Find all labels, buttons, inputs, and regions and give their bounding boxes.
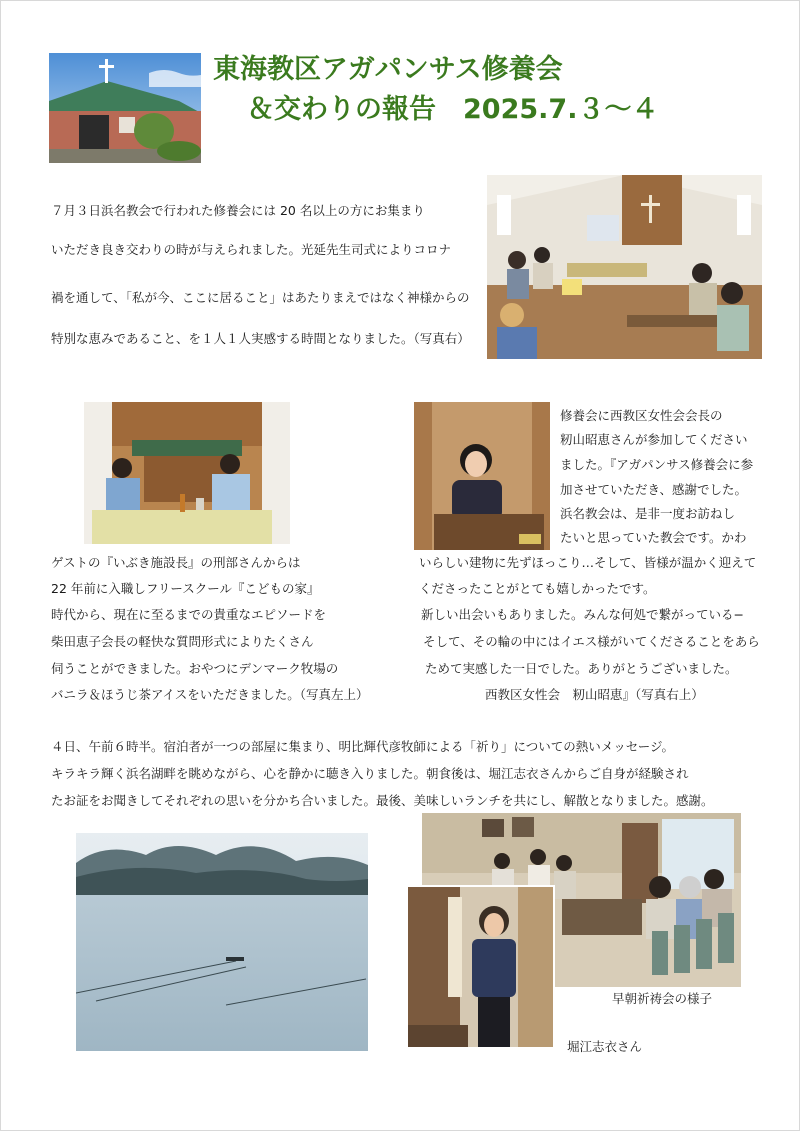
- section3-line: たお証をお聞きしてそれぞれの思いを分かち合いました。最後、美味しいランチを共にし、解散となりました。感謝。: [51, 793, 714, 808]
- section1-line: 特別な恵みであること、を１人１人実感する時間となりました。（写真右）: [51, 331, 470, 346]
- section1-line: いただき良き交わりの時が与えられました。光延先生司式によりコロナ: [51, 242, 452, 257]
- page-title-line1: 東海教区アガパンサス修養会: [213, 54, 563, 85]
- section2-right-line: そして、その輪の中にはイエス様がいてくださることをあら: [423, 634, 760, 649]
- section2-left-line: 伺うことができました。おやつにデンマーク牧場の: [51, 661, 339, 676]
- section2-left-line: 22 年前に入職しフリースクール『こどもの家』: [51, 581, 320, 596]
- church-interior-gathering-photo: [487, 175, 762, 359]
- section2-right-line: くださったことがとても嬉しかったです。: [419, 581, 656, 596]
- church-exterior-photo: [49, 53, 201, 163]
- section2-right-line: ました。『アガパンサス修養会に参: [560, 457, 754, 472]
- section2-right-signature: 西教区女性会 籾山昭恵』（写真右上）: [485, 687, 704, 702]
- section2-right-line: いらしい建物に先ずほっこり…そして、皆様が温かく迎えて: [419, 555, 757, 570]
- section2-left-line: ゲストの『いぶき施設長』の刑部さんからは: [51, 555, 301, 570]
- section1-line: ７月３日浜名教会で行われた修養会には 20 名以上の方にお集まり: [51, 203, 425, 218]
- guest-talk-photo: [84, 402, 290, 544]
- caption-prayer-meeting: 早朝祈祷会の様子: [612, 991, 713, 1006]
- section2-right-line: 浜名教会は、是非一度お訪ねし: [560, 506, 736, 521]
- section2-right-line: ためて実感した一日でした。ありがとうございました。: [425, 661, 738, 676]
- section2-right-line: 修養会に西教区女性会会長の: [560, 408, 723, 423]
- section2-right-line: 籾山昭恵さんが参加してください: [560, 432, 748, 447]
- speaker-portrait-photo: [414, 402, 550, 550]
- section3-line: キラキラ輝く浜名湖畔を眺めながら、心を静かに聴き入りました。朝食後は、堀江志衣さんからご自身が経験され: [51, 766, 689, 781]
- horie-portrait-photo: [406, 885, 555, 1049]
- section2-left-line: バニラ＆ほうじ茶アイスをいただきました。（写真左上）: [51, 687, 369, 702]
- section2-right-line: 加させていただき、感謝でした。: [560, 482, 748, 497]
- section2-left-line: 柴田恵子会長の軽快な質問形式によりたくさん: [51, 634, 314, 649]
- lake-hamana-photo: [76, 833, 368, 1051]
- caption-horie: 堀江志衣さん: [567, 1039, 643, 1054]
- section2-left-line: 時代から、現在に至るまでの貴重なエピソードを: [51, 607, 327, 622]
- section1-line: 禍を通して、「私が今、ここに居ること」はあたりまえではなく神様からの: [51, 290, 470, 305]
- section2-right-line: たいと思っていた教会です。かわ: [560, 530, 747, 545]
- section2-right-line: 新しい出会いもありました。みんな何処で繋がっている−: [421, 607, 744, 622]
- section3-line: ４日、午前６時半。宿泊者が一つの部屋に集まり、明比輝代彦牧師による「祈り」についての熱いメッセージ。: [51, 739, 675, 754]
- page-title-line2: ＆交わりの報告 2025.7.３～４: [247, 94, 659, 125]
